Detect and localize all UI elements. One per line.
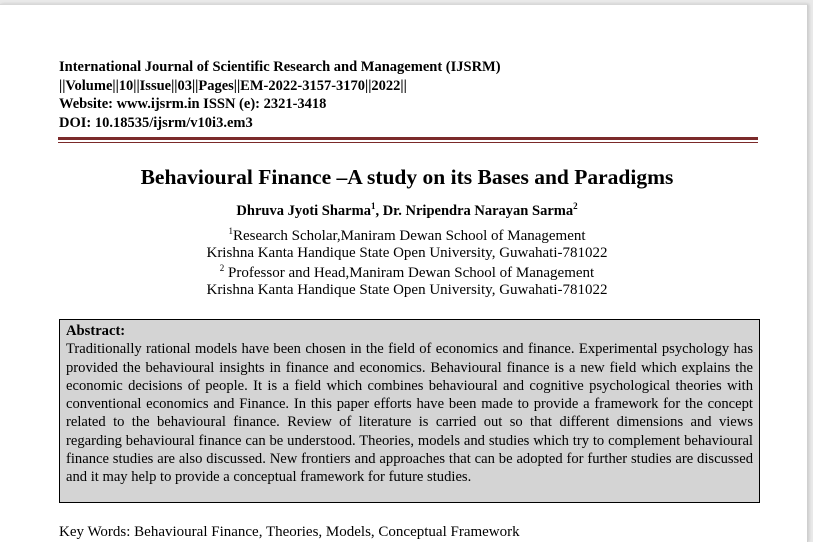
affiliation-1-mark: 1 — [228, 226, 233, 236]
header-rule-thick — [58, 137, 758, 140]
abstract-body: Traditionally rational models have been chosen in the field of economics and finance. Experimental psychology has provided the behavioural insights in finance and economics. Behavioural finance is a new field which explains the economic decisions of people. It is a field which combines behavioural and cognitive psychological theories with conventional economics and Finance. In this paper efforts have been made to provide a framework for the concept related to the behavioural finance. Review of literature is carried out so that different dimensions and views regarding behavioural finance can be understood. Theories, models and studies which try to complement behavioural finance studies are also discussed. New frontiers and approaches that can be adopted for further studies are discussed and it may help to provide a conceptual framework for future studies. — [66, 341, 753, 486]
abstract-heading: Abstract: — [66, 323, 126, 339]
journal-header — [59, 58, 501, 132]
document-page — [0, 4, 808, 542]
author-2: Dr. Nripendra Narayan Sarma — [382, 203, 574, 219]
affiliation-2-line-1 — [0, 263, 808, 282]
affiliation-2-line-2: Krishna Kanta Handique State Open University, Guwahati-781022 — [206, 282, 608, 298]
author-list — [0, 201, 808, 220]
volume-issue-pages: ||Volume||10||Issue||03||Pages||EM-2022-3157-3170||2022|| — [59, 77, 407, 94]
author-1: Dhruva Jyoti Sharma — [236, 203, 371, 219]
keywords: Key Words: Behavioural Finance, Theories, Models, Conceptual Framework — [59, 524, 520, 540]
doi: DOI: 10.18535/ijsrm/v10i3.em3 — [59, 114, 253, 131]
website-issn: Website: www.ijsrm.in ISSN (e): 2321-3418 — [59, 96, 327, 112]
affiliation-2-role: Professor and Head,Maniram Dewan School of Management — [224, 265, 595, 281]
header-rule-thin — [58, 142, 758, 143]
abstract-box — [59, 319, 760, 503]
journal-name: International Journal of Scientific Research and Management (IJSRM) — [59, 59, 501, 75]
affiliation-1-role: Research Scholar,Maniram Dewan School of Management — [232, 228, 586, 244]
author-2-affil-mark: 2 — [573, 201, 578, 211]
paper-title: Behavioural Finance –A study on its Bases and Paradigms — [140, 165, 674, 189]
affiliation-1-line-2: Krishna Kanta Handique State Open University, Guwahati-781022 — [206, 245, 608, 261]
author-1-affil-mark: 1 — [370, 201, 376, 211]
affiliation-1-line-1 — [0, 226, 808, 245]
affiliation-2-mark: 2 — [219, 263, 225, 273]
author-separator: , — [375, 203, 383, 219]
